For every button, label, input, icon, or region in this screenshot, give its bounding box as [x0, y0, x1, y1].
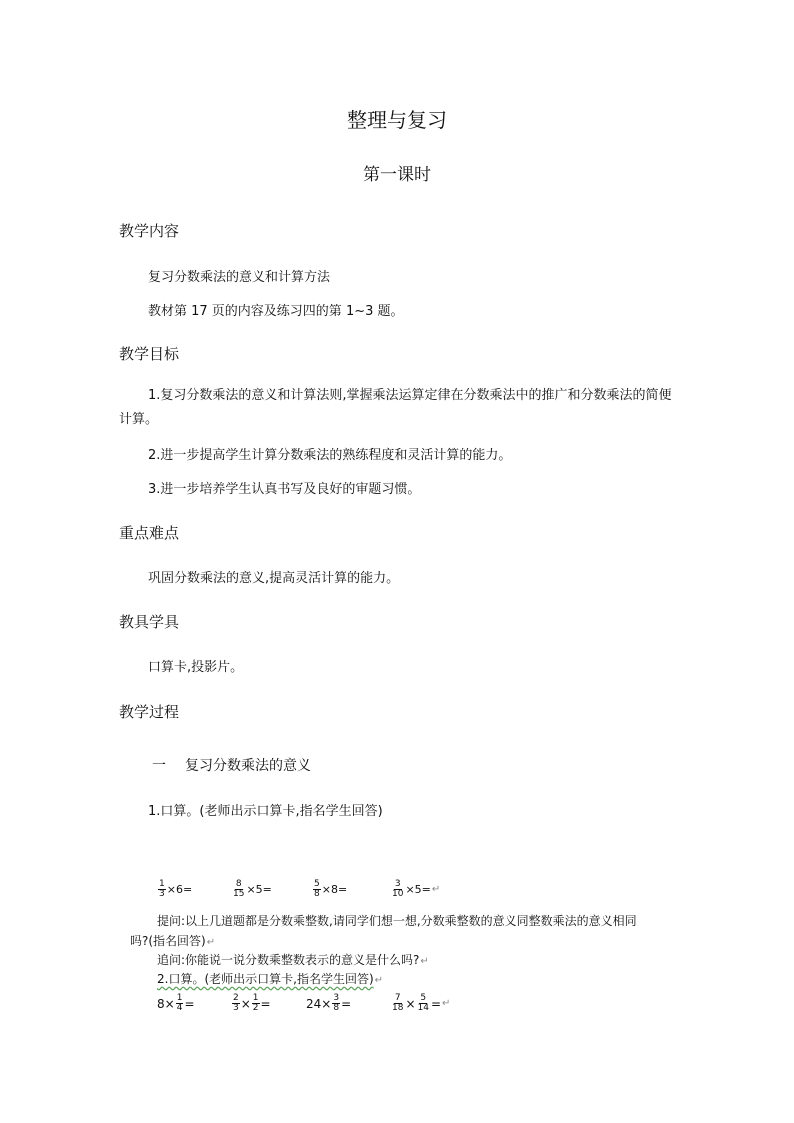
fraction: $\frac{5}{8}$ [314, 879, 320, 899]
question-1-line-1: 提问:以上几道题都是分数乘整数,请同学们想一想,分数乘整数的意义同整数乘法的意义相同 [157, 914, 637, 928]
question-2: 追问:你能说一说分数乘整数表示的意义是什么吗?↵ [157, 953, 429, 967]
fraction: $\frac{5}{14}$ [417, 993, 429, 1013]
goal-item-2: 2.进一步提高学生计算分数乘法的熟练程度和灵活计算的能力。 [148, 448, 512, 463]
part-title: 复习分数乘法的意义 [185, 758, 311, 774]
problem-2-1: 8× $\frac{1}{4}$ = [157, 993, 195, 1013]
return-mark: ↵ [431, 884, 441, 895]
problem-2-2: $\frac{2}{3}$ × $\frac{1}{2}$ = [233, 993, 271, 1013]
fraction: $\frac{1}{2}$ [252, 993, 259, 1013]
return-mark: ↵ [206, 937, 216, 948]
problem-1-3: $\frac{5}{8}$ ×8= [314, 879, 348, 899]
problem-1-4: $\frac{3}{10}$ ×5= ↵ [392, 879, 441, 899]
problem-1-1: $\frac{1}{3}$ ×6= [159, 879, 193, 899]
doc-title: 整理与复习 [347, 108, 447, 132]
problem-1-2: $\frac{8}{15}$ ×5= [233, 879, 272, 899]
heading-goals: 教学目标 [119, 345, 180, 363]
goal-item-1: 1.复习分数乘法的意义和计算法则,掌握乘法运算定律在分数乘法中的推广和分数乘法的简便计算。 [119, 388, 672, 427]
heading-content: 教学内容 [119, 222, 180, 240]
step-1: 1.口算。(老师出示口算卡,指名学生回答) [148, 804, 383, 819]
problem-2-3: 24× $\frac{3}{8}$ = [306, 993, 352, 1013]
fraction: $\frac{3}{10}$ [392, 879, 404, 899]
problem-2-4: $\frac{7}{18}$ × $\frac{5}{14}$ = ↵ [392, 993, 451, 1013]
doc-subtitle: 第一课时 [363, 165, 431, 185]
fraction: $\frac{3}{8}$ [333, 993, 340, 1013]
step-2: 2.口算。(老师出示口算卡,指名学生回答)↵ [157, 972, 384, 986]
heading-process: 教学过程 [119, 703, 180, 721]
return-mark: ↵ [442, 998, 451, 1009]
fraction: $\frac{8}{15}$ [233, 879, 245, 899]
content-line-1: 复习分数乘法的意义和计算方法 [148, 270, 331, 285]
heading-key: 重点难点 [119, 524, 180, 542]
fraction: $\frac{1}{3}$ [159, 879, 165, 899]
key-text: 巩固分数乘法的意义,提高灵活计算的能力。 [148, 571, 400, 586]
fraction: $\frac{2}{3}$ [233, 993, 239, 1013]
goal-item-3: 3.进一步培养学生认真书写及良好的审题习惯。 [148, 482, 421, 497]
return-mark: ↵ [374, 975, 384, 986]
content-line-2: 教材第 17 页的内容及练习四的第 1~3 题。 [148, 304, 404, 319]
tools-text: 口算卡,投影片。 [148, 660, 244, 675]
part-number: 一 [152, 758, 166, 774]
return-mark: ↵ [420, 956, 429, 967]
question-1-line-2: 吗?(指名回答)↵ [130, 934, 216, 948]
heading-tools: 教具学具 [119, 613, 180, 631]
fraction: $\frac{1}{4}$ [176, 993, 183, 1013]
fraction: $\frac{7}{18}$ [392, 993, 404, 1013]
